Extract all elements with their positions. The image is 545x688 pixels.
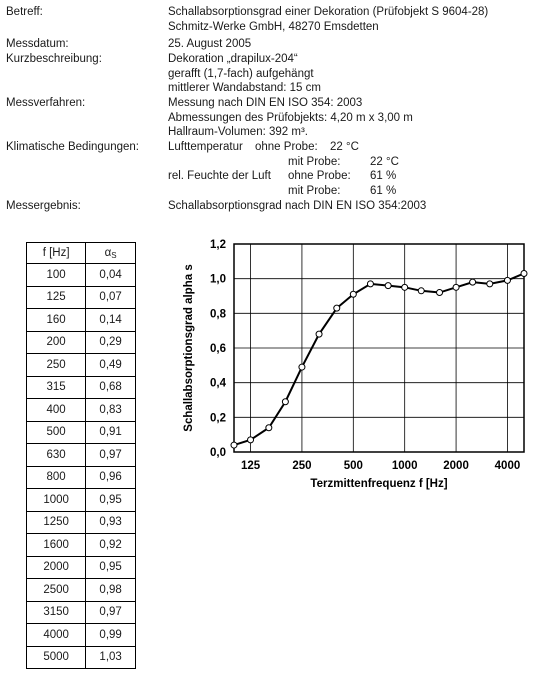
table-row (27, 624, 136, 647)
col-frequency-header: f [Hz] (27, 243, 86, 264)
ergebnis-label: Messergebnis: (6, 200, 81, 212)
klima-feuchte-mit: 61 % (370, 185, 397, 197)
data-point (334, 305, 340, 311)
klima-row (6, 140, 538, 154)
data-point (282, 399, 288, 405)
ergebnis-row (6, 199, 538, 213)
y-axis-label: Schallabsorptionsgrad alpha s (183, 264, 195, 432)
data-point (418, 288, 424, 294)
table-row (27, 489, 136, 512)
alpha-cell: 0,95 (86, 556, 136, 579)
messdatum-row (6, 37, 538, 51)
kurz-row-3 (6, 81, 538, 95)
table-row (27, 331, 136, 354)
frequency-cell: 315 (27, 376, 86, 399)
klima-ohne-probe-label: ohne Probe: (255, 141, 318, 153)
y-tick-label: 0,2 (210, 412, 226, 425)
data-point (248, 437, 254, 443)
betreff-line1: Schallabsorptionsgrad einer Dekoration (Prüfobjekt S 9604-28) (168, 6, 489, 18)
alpha-cell: 0,83 (86, 399, 136, 422)
frequency-cell: 4000 (27, 624, 86, 647)
frequency-cell: 125 (27, 286, 86, 309)
klima-temp-mit: 22 °C (370, 156, 399, 168)
table-row (27, 556, 136, 579)
data-point (385, 283, 391, 289)
table-row (27, 444, 136, 467)
frequency-cell: 500 (27, 421, 86, 444)
absorption-curve (234, 273, 524, 445)
col-alpha-header (86, 243, 136, 264)
klima-row-2 (6, 155, 538, 169)
y-tick-label: 0,0 (210, 447, 226, 459)
kurz-line2: gerafft (1,7-fach) aufgehängt (168, 68, 314, 80)
mess-line2: Abmessungen des Prüfobjekts: 4,20 m x 3,00 m (168, 112, 413, 124)
frequency-cell: 2500 (27, 579, 86, 602)
alpha-cell: 0,04 (86, 264, 136, 287)
alpha-cell: 0,98 (86, 579, 136, 602)
x-tick-label: 2000 (443, 460, 469, 472)
alpha-cell: 0,95 (86, 489, 136, 512)
data-point (402, 284, 408, 290)
klima-feuchte-ohne-label: ohne Probe: (288, 170, 351, 182)
alpha-cell: 0,49 (86, 354, 136, 377)
table-row (27, 601, 136, 624)
x-tick-label: 4000 (494, 460, 521, 472)
alpha-cell: 0,14 (86, 309, 136, 332)
klima-mit-probe-label: mit Probe: (288, 156, 341, 168)
betreff-label: Betreff: (6, 6, 43, 18)
table-row (27, 354, 136, 377)
table-row (27, 264, 136, 287)
table-row (27, 376, 136, 399)
data-point (231, 442, 237, 448)
table-body (27, 264, 136, 669)
absorption-chart (180, 232, 540, 492)
alpha-cell: 0,92 (86, 534, 136, 557)
frequency-cell: 630 (27, 444, 86, 467)
frequency-cell: 160 (27, 309, 86, 332)
frequency-cell: 3150 (27, 601, 86, 624)
table-row (27, 579, 136, 602)
frequency-cell: 1600 (27, 534, 86, 557)
chart-grid (234, 244, 524, 452)
betreff-row-2 (6, 20, 538, 34)
frequency-cell: 1000 (27, 489, 86, 512)
x-tick-label: 250 (292, 460, 312, 472)
x-tick-label: 1000 (391, 460, 418, 472)
mess-line1: Messung nach DIN EN ISO 354: 2003 (168, 97, 363, 109)
y-tick-label: 1,0 (210, 273, 226, 286)
x-tick-label: 125 (240, 460, 261, 472)
alpha-cell: 0,96 (86, 466, 136, 489)
betreff-line2: Schmitz-Werke GmbH, 48270 Emsdetten (168, 21, 379, 33)
y-tick-labels (210, 239, 227, 459)
data-point (437, 290, 443, 296)
alpha-subscript: S (111, 250, 117, 260)
table-row (27, 511, 136, 534)
alpha-cell: 0,29 (86, 331, 136, 354)
klima-feuchte-ohne: 61 % (370, 170, 397, 182)
alpha-cell: 0,68 (86, 376, 136, 399)
alpha-cell: 0,99 (86, 624, 136, 647)
x-tick-label: 500 (343, 460, 363, 472)
table-row (27, 286, 136, 309)
x-axis-label: Terzmittenfrequenz f [Hz] (310, 478, 448, 490)
frequency-cell: 2000 (27, 556, 86, 579)
messverfahren-label: Messverfahren: (6, 97, 86, 109)
kurz-row (6, 52, 538, 66)
frequency-cell: 100 (27, 264, 86, 287)
alpha-cell: 0,91 (86, 421, 136, 444)
data-point (487, 281, 493, 287)
table-row (27, 309, 136, 332)
y-tick-label: 1,2 (210, 239, 226, 251)
kurz-label: Kurzbeschreibung: (6, 53, 102, 65)
frequency-cell: 800 (27, 466, 86, 489)
frequency-cell: 200 (27, 331, 86, 354)
y-tick-label: 0,4 (210, 377, 226, 390)
table-row (27, 466, 136, 489)
data-points (231, 270, 527, 448)
ergebnis-value: Schallabsorptionsgrad nach DIN EN ISO 354:2003 (168, 200, 427, 212)
data-point (504, 277, 510, 283)
data-point (350, 291, 356, 297)
kurz-row-2 (6, 67, 538, 81)
data-point (266, 425, 272, 431)
data-point (316, 331, 322, 337)
betreff-row (6, 5, 538, 19)
data-point (470, 279, 476, 285)
mess-line3: Hallraum-Volumen: 392 m³. (168, 126, 308, 138)
data-point (521, 270, 527, 276)
table-row (27, 421, 136, 444)
messverfahren-row-3 (6, 125, 538, 139)
y-tick-label: 0,6 (210, 343, 226, 355)
messverfahren-row-2 (6, 111, 538, 125)
data-point (367, 281, 373, 287)
alpha-cell: 0,97 (86, 444, 136, 467)
klima-row-4 (6, 184, 538, 198)
klima-label: Klimatische Bedingungen: (6, 141, 139, 153)
absorption-table (26, 242, 136, 669)
frequency-cell: 250 (27, 354, 86, 377)
data-point (453, 284, 459, 290)
klima-row-3 (6, 169, 538, 183)
alpha-cell: 0,07 (86, 286, 136, 309)
frequency-cell: 5000 (27, 646, 86, 669)
table-header-row (27, 243, 136, 264)
klima-feuchte-mit-label: mit Probe: (288, 185, 341, 197)
klima-feuchte-label: rel. Feuchte der Luft (168, 170, 271, 182)
data-point (299, 364, 305, 370)
klima-temp-label: Lufttemperatur (168, 141, 243, 153)
kurz-line1: Dekoration „drapilux-204“ (168, 53, 298, 65)
alpha-cell: 0,93 (86, 511, 136, 534)
frequency-cell: 1250 (27, 511, 86, 534)
alpha-cell: 1,03 (86, 646, 136, 669)
messverfahren-row (6, 96, 538, 110)
table-row (27, 399, 136, 422)
frequency-cell: 400 (27, 399, 86, 422)
table-row (27, 646, 136, 669)
kurz-line3: mittlerer Wandabstand: 15 cm (168, 82, 321, 94)
klima-temp-ohne: 22 °C (330, 141, 359, 153)
messdatum-label: Messdatum: (6, 38, 69, 50)
x-tick-labels (241, 460, 520, 472)
alpha-cell: 0,97 (86, 601, 136, 624)
table-row (27, 534, 136, 557)
messdatum-value: 25. August 2005 (168, 38, 252, 50)
y-tick-label: 0,8 (210, 308, 226, 321)
alpha-symbol: α (104, 246, 112, 259)
